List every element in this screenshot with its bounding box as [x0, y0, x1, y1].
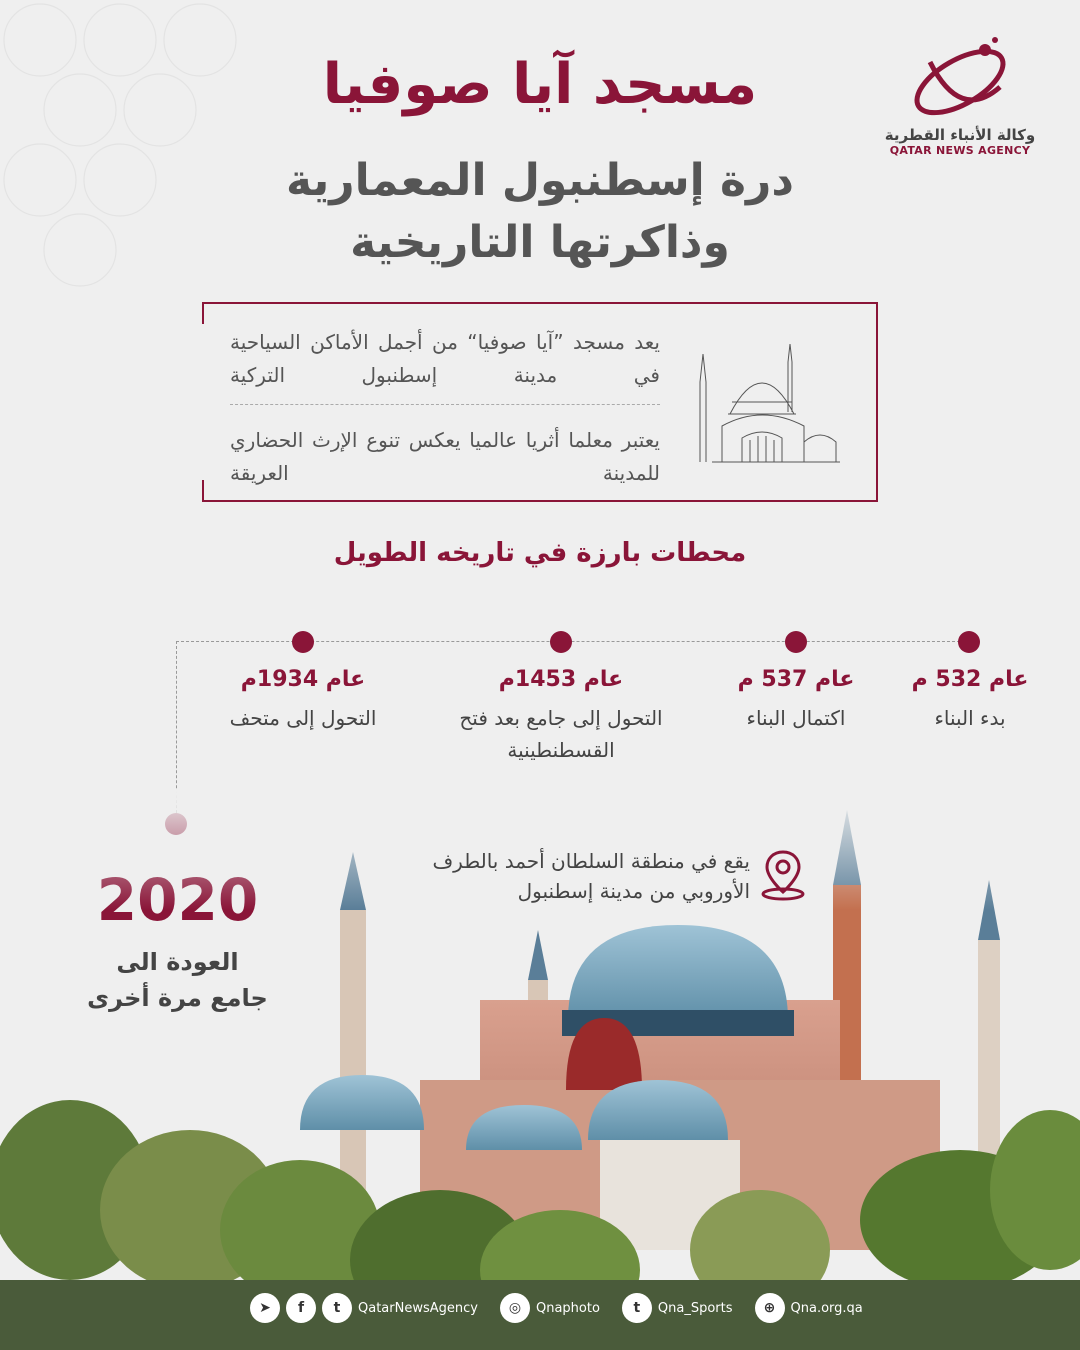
milestone-year: عام 537 م — [737, 667, 855, 692]
social-group-web — [755, 1293, 863, 1323]
qna-logo — [880, 32, 1040, 162]
website-link[interactable]: Qna.org.qa — [790, 1300, 863, 1316]
social-group-instagram — [500, 1293, 600, 1323]
mosque-sketch-icon — [692, 342, 842, 464]
dome — [300, 1075, 424, 1130]
social-group-main — [250, 1293, 478, 1323]
frame-gap — [200, 324, 206, 480]
timeline-dot — [785, 631, 807, 653]
twitter-icon[interactable]: t — [322, 1293, 352, 1323]
instagram-icon[interactable]: ◎ — [500, 1293, 530, 1323]
timeline-dot — [958, 631, 980, 653]
twitter-icon[interactable]: t — [622, 1293, 652, 1323]
footer-social-bar — [250, 1290, 877, 1326]
fact-text: يعتبر معلما أثريا عالميا يعكس تنوع الإرث الحضاري للمدينة العريقة — [230, 428, 660, 485]
milestone-item — [436, 664, 686, 766]
milestone-year: عام 1934م — [240, 667, 366, 692]
final-event-line-2: جامع مرة أخرى — [87, 984, 268, 1012]
milestone-event: اكتمال البناء — [746, 706, 846, 730]
frame-gap — [874, 324, 880, 480]
milestone-year: عام 1453م — [498, 667, 624, 692]
globe-icon[interactable]: ⊕ — [755, 1293, 785, 1323]
milestone-event: بدء البناء — [934, 706, 1006, 730]
social-group-sports — [622, 1293, 733, 1323]
background-pattern — [0, 0, 260, 300]
facebook-icon[interactable]: f — [286, 1293, 316, 1323]
logo-name-en: QATAR NEWS AGENCY — [889, 144, 1031, 157]
milestone-year: عام 532 م — [911, 667, 1029, 692]
final-event-line-1: العودة الى — [116, 948, 239, 976]
page-subtitle — [230, 150, 850, 274]
logo-name-ar: وكالة الأنباء القطرية — [884, 126, 1036, 144]
timeline-dot — [550, 631, 572, 653]
social-handle[interactable]: QatarNewsAgency — [358, 1300, 478, 1316]
timeline-dot — [292, 631, 314, 653]
fact-divider — [230, 404, 660, 405]
milestones-title: محطات بارزة في تاريخه الطويل — [333, 538, 747, 568]
milestone-item — [178, 664, 428, 734]
minaret — [978, 880, 1000, 1180]
facts-box — [202, 302, 878, 502]
milestone-event: التحول إلى متحف — [229, 706, 377, 730]
sports-handle[interactable]: Qna_Sports — [657, 1300, 733, 1316]
milestone-event: التحول إلى جامع بعد فتح القسطنطينية — [459, 706, 663, 762]
subtitle-line-1: درة إسطنبول المعمارية — [286, 155, 794, 206]
telegram-icon[interactable]: ➤ — [250, 1293, 280, 1323]
location-text: يقع في منطقة السلطان أحمد بالطرف الأوروبي من مدينة إسطنبول — [432, 849, 750, 903]
main-dome — [568, 925, 788, 1020]
subtitle-line-2: وذاكرتها التاريخية — [350, 217, 730, 268]
fact-text: يعد مسجد ”آيا صوفيا“ من أجمل الأماكن السياحية في مدينة إسطنبول التركية — [230, 330, 660, 387]
page-title: مسجد آيا صوفيا — [322, 52, 758, 117]
location-pin-icon — [760, 848, 806, 902]
instagram-handle[interactable]: Qnaphoto — [535, 1300, 600, 1316]
qna-logo-icon — [905, 32, 1015, 120]
milestone-item — [671, 664, 921, 734]
